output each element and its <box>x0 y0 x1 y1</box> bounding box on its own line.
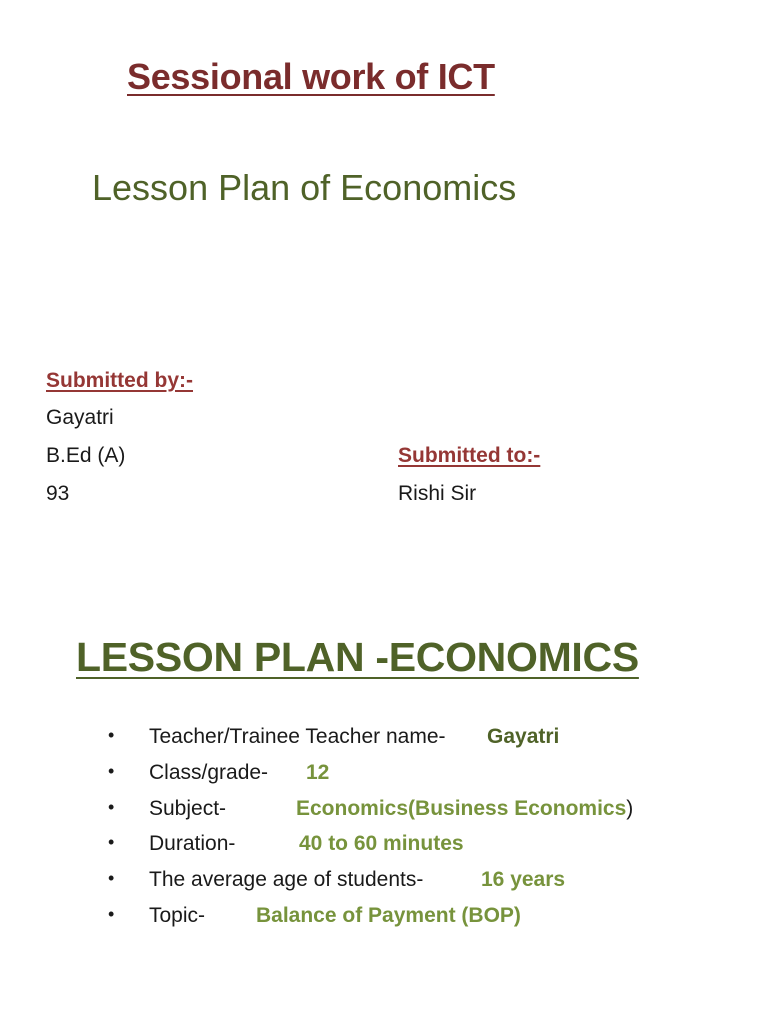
submitted-by-heading: Submitted by:- <box>46 369 193 392</box>
bullet-icon: • <box>108 903 115 924</box>
teacher-name-label: Teacher/Trainee Teacher name- <box>149 725 446 748</box>
topic-value: Balance of Payment (BOP) <box>256 903 521 927</box>
average-age-label: The average age of students- <box>149 868 424 892</box>
submitter-roll-number: 93 <box>46 482 70 505</box>
bullet-icon: • <box>108 868 115 889</box>
class-grade-label: Class/grade- <box>149 760 269 784</box>
bullet-icon: • <box>108 832 115 853</box>
bullet-icon: • <box>108 725 115 745</box>
bullet-icon: • <box>108 760 115 781</box>
duration-label: Duration- <box>149 832 236 856</box>
duration-value: 40 to 60 minutes <box>299 832 464 856</box>
subject-value-suffix: ) <box>626 796 634 820</box>
document-subtitle: Lesson Plan of Economics <box>92 167 517 208</box>
submitted-to-heading: Submitted to:- <box>398 444 541 467</box>
average-age-value: 16 years <box>481 868 566 892</box>
bullet-icon: • <box>108 796 115 817</box>
document-title: Sessional work of ICT <box>127 56 495 97</box>
subject-label: Subject- <box>149 796 227 820</box>
lesson-plan-heading: LESSON PLAN -ECONOMICS <box>76 634 639 680</box>
subject-value <box>296 797 633 821</box>
submitter-course: B.Ed (A) <box>46 444 126 467</box>
teacher-name-value: Gayatri <box>487 725 560 748</box>
submitter-name: Gayatri <box>46 406 114 429</box>
topic-label: Topic- <box>149 903 206 927</box>
class-grade-value: 12 <box>306 760 330 784</box>
subject-value-text: Economics(Business Economics <box>296 796 627 820</box>
recipient-name: Rishi Sir <box>398 482 477 505</box>
